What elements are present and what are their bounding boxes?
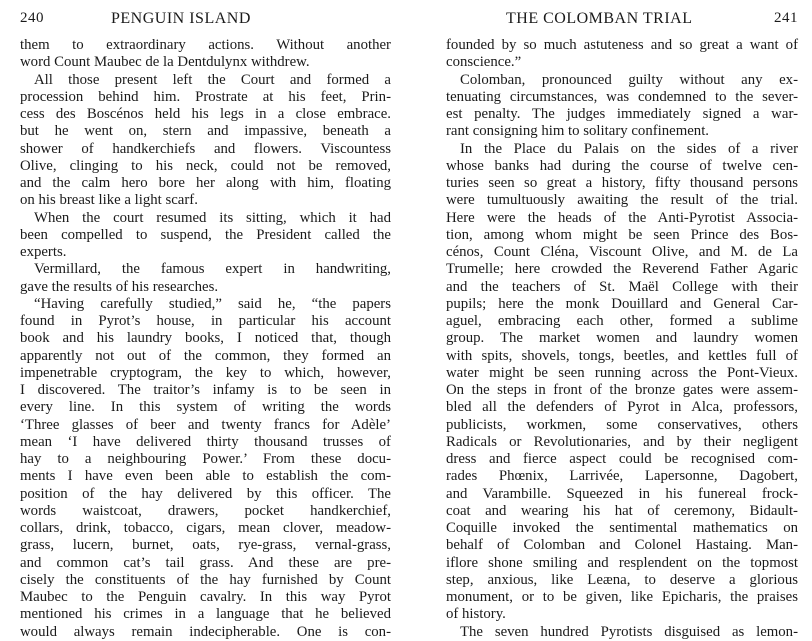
text-line: iflore shone smiling and resplendent on the topmost (446, 554, 798, 571)
text-line: tion, among whom might be seen Prince des Bos- (446, 226, 798, 243)
text-line: ments I have even been able to establish the com- (20, 468, 391, 485)
paragraph (446, 37, 798, 72)
paragraph (20, 261, 391, 296)
text-line: Radicals or Revolutionaries, and by their negligent (446, 433, 798, 450)
text-line: The seven hundred Pyrotists disguised as lemon- (460, 623, 798, 640)
text-line: publicists, workmen, some conservatives, others (446, 416, 798, 433)
text-line: cess des Boscénos held his legs in a close embrace. (20, 106, 391, 122)
text-line: All those present left the Court and formed a (34, 71, 391, 88)
text-line: Olive, clinging to his neck, could not be removed, (20, 157, 391, 174)
paragraph (446, 624, 798, 641)
text-line: step, anxious, like Leæna, to deserve a glorious (446, 571, 798, 588)
text-line: bled all the defenders of Pyrot in Alca, professors, (446, 399, 798, 416)
text-line: experts. (20, 244, 67, 260)
text-line: shower of handkerchiefs and flowers. Viscountess (20, 140, 391, 157)
text-line: with spits, shovels, tongs, beetles, and kettles full of (446, 347, 798, 364)
text-line: book and his laundry books, I noticed that, though (20, 330, 391, 347)
text-line: Maubec to the Penguin cavalry. In this way Pyrot (20, 589, 391, 605)
paragraph (20, 72, 391, 210)
text-line: coat and wearing his hat of ceremony, Bidault- (446, 502, 798, 519)
text-line: on his breast like a light scarf. (20, 192, 198, 209)
text-line: I discovered. The traitor’s infamy is to be seen in (20, 382, 391, 398)
paragraph (446, 141, 798, 624)
text-line: When the court resumed its sitting, which it had (34, 209, 391, 226)
text-line: gave the results of his researches. (20, 278, 219, 295)
text-line: ‘Three glasses of beer and twenty francs for Adèle’ (20, 416, 391, 433)
text-line: and Varambille. Squeezed in his funereal frock- (446, 485, 798, 502)
text-line: them to extraordinary actions. Without another (20, 37, 391, 53)
text-line: water might be seen running across the Pont-Vieux. (446, 364, 798, 381)
paragraph (446, 72, 798, 141)
text-line: behalf of Colomban and Colonel Hastaing. Man- (446, 537, 798, 554)
text-line: est penalty. The judges immediately signed a war- (446, 106, 798, 122)
text-line: been compelled to suspend, the President called the (20, 226, 391, 243)
text-line: whose banks had during the course of twelve cen- (446, 157, 798, 174)
text-line: founded by so much astuteness and so great a want of (446, 37, 798, 53)
text-line: “Having carefully studied,” said he, “the papers (34, 295, 391, 312)
right-page (406, 0, 812, 640)
text-line: group. The market women and laundry women (446, 330, 798, 347)
text-line: procession behind him. Prostrate at his feet, Prin- (20, 88, 391, 105)
text-line: Vermillard, the famous expert in handwriting, (34, 261, 391, 278)
left-page-header (20, 10, 390, 32)
text-line: Coquille invoked the sentimental mathematics on (446, 520, 798, 536)
left-page-text (20, 37, 391, 641)
text-line: aguel, embracing each other, formed a sublime (446, 313, 798, 329)
text-line: every line. In this system of writing the words (20, 399, 391, 416)
text-line: of history. (446, 606, 506, 623)
right-running-head: THE COLOMBAN TRIAL (506, 10, 693, 27)
text-line: turies seen so great a history, fifty thousand persons (446, 175, 798, 191)
left-page (0, 0, 406, 640)
text-line: mean ‘I have delivered thirty thousand trusses of (20, 433, 391, 450)
text-line: cisely the constituents of the hay furnished by Count (20, 571, 391, 588)
right-page-header (446, 10, 798, 32)
text-line: hay to a neighbouring Power.’ From these docu- (20, 451, 391, 467)
text-line: mentioned his crimes in a language that he believed (20, 606, 391, 623)
text-line: On the steps in front of the bronze gates were assem- (446, 382, 798, 398)
text-line: Trumelle; here crowded the Reverend Father Agaric (446, 261, 798, 278)
text-line: were tumultuously awaiting the result of the trial. (446, 192, 798, 209)
paragraph (20, 37, 391, 72)
text-line: position of the hay delivered by this officer. The (20, 485, 391, 502)
text-line: dress and fierce aspect could be recognised com- (446, 451, 798, 467)
text-line: conscience.” (446, 54, 522, 71)
text-line: monument, or to be given, like Epicharis, the praises (446, 589, 798, 605)
text-line: Colomban, pronounced guilty without any ex- (460, 71, 798, 88)
text-line: and the teachers of St. Maël College with their (446, 278, 798, 295)
right-page-number: 241 (774, 10, 798, 26)
text-line: impenetrable cryptogram, the key to which, however, (20, 364, 391, 381)
text-line: words waistcoat, drawers, pocket handkerchief, (20, 502, 391, 519)
left-running-head: PENGUIN ISLAND (111, 10, 251, 27)
text-line: found in Pyrot’s house, in particular his account (20, 313, 391, 329)
text-line: but he went on, stern and impassive, beneath a (20, 123, 391, 140)
text-line: pupils; here the monk Douillard and General Car- (446, 295, 798, 312)
text-line: cénos, Count Cléna, Viscount Olive, and M. de La (446, 244, 798, 260)
right-page-text (446, 37, 798, 641)
text-line: Here were the heads of the Anti-Pyrotist Associa- (446, 209, 798, 226)
text-line: rant consigning him to solitary confinement. (446, 123, 710, 140)
text-line: and the calm hero bore her along with him, floating (20, 175, 391, 191)
text-line: rades Phœnix, Larrivée, Lapersonne, Dagobert, (446, 468, 798, 485)
text-line: grass, lucern, burnet, oats, rye-grass, vernal-grass, (20, 537, 391, 554)
text-line: In the Place du Palais on the sides of a river (460, 140, 798, 157)
paragraph (20, 296, 391, 641)
text-line: apparently not out of the common, they formed an (20, 347, 391, 364)
paragraph (20, 210, 391, 262)
text-line: collars, drink, tobacco, cigars, mean clover, meadow- (20, 520, 391, 536)
text-line: tenuating circumstances, was condemned to the sever- (446, 88, 798, 105)
text-line: would always remain indecipherable. One is con- (20, 623, 391, 640)
text-line: word Count Maubec de la Dentdulynx withdrew. (20, 54, 310, 71)
left-page-number: 240 (20, 10, 44, 26)
text-line: and common cat’s tail grass. And these are pre- (20, 554, 391, 571)
